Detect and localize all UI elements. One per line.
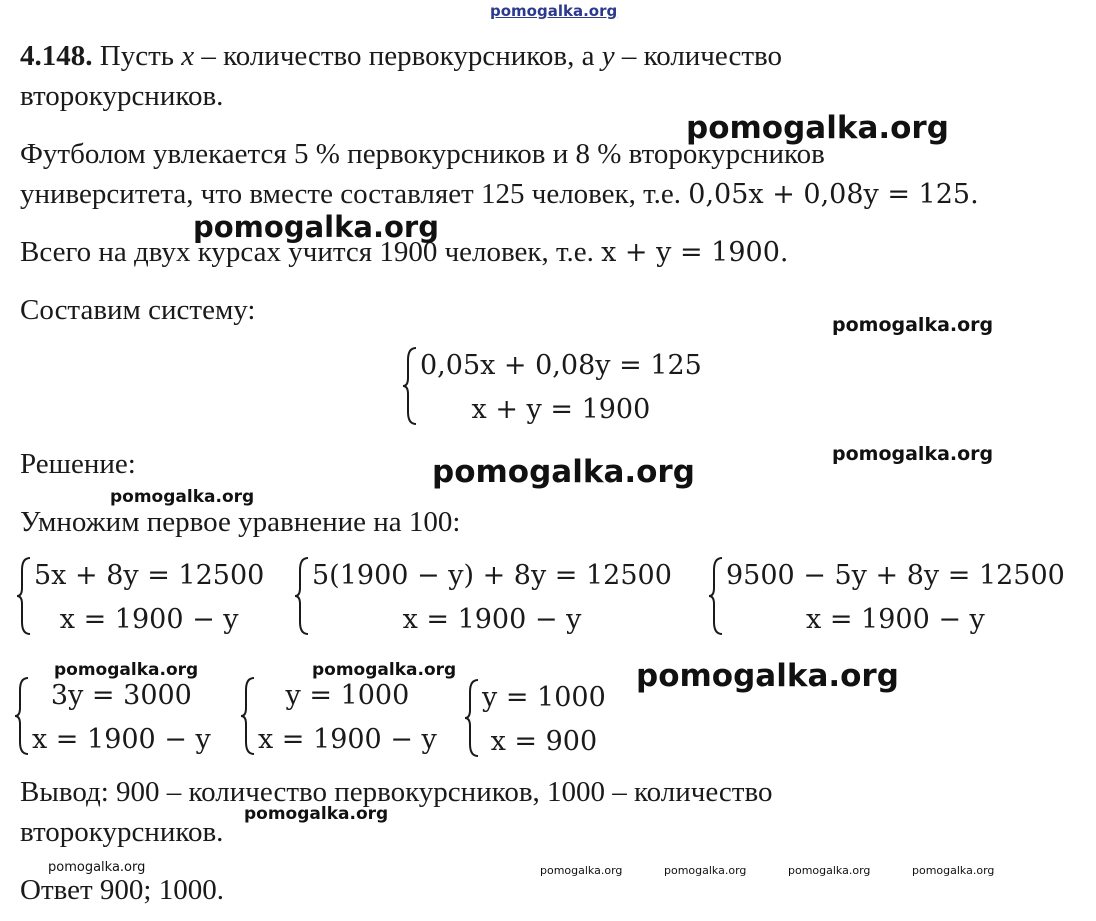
multiply-label: Умножим первое уравнение на 100: [20,506,461,538]
step5-eq1: y = 1000 [285,680,410,711]
step6-eq2: x = 900 [490,726,598,757]
step1-eq1: 5x + 8y = 12500 [34,560,265,591]
football-equation: 0,05x + 0,08y = 125. [688,179,979,210]
system-main [402,346,702,430]
watermark: pomogalka.org [788,864,871,877]
watermark: pomogalka.org [832,443,994,465]
football-line1: Футболом увлекается 5 % первокурсников и 8 % второкурсников [20,138,825,170]
watermark: pomogalka.org [686,110,949,146]
problem-number: 4.148. [20,40,93,72]
watermark: pomogalka.org [636,658,899,694]
brace-icon [294,556,310,636]
answer: Ответ 900; 1000. [20,874,224,906]
brace-icon [16,556,32,636]
step2-eq2: x = 1900 − y [402,604,582,635]
brace-icon [402,346,418,426]
brace-icon [464,678,480,758]
watermark: pomogalka.org [832,314,994,336]
step4-eq1: 3y = 3000 [50,680,192,711]
system-step-2 [294,556,672,640]
conclusion-line1: Вывод: 900 – количество первокурсников, 1000 – количество [20,776,773,808]
step6-eq1: y = 1000 [482,682,606,713]
solution-label: Решение: [20,448,136,480]
watermark: pomogalka.org [244,804,389,824]
intro-part-2: – количество первокурсников, а [201,40,595,72]
total-equation: x + y = 1900. [601,237,789,268]
intro-part-1: Пусть [99,40,174,72]
brace-icon [14,676,30,756]
football-line2 [20,176,979,213]
step4-eq2: x = 1900 − y [32,724,211,755]
watermark: pomogalka.org [193,210,439,244]
watermark: pomogalka.org [48,860,146,875]
brace-icon [240,676,256,756]
intro-part-3: – количество [621,40,783,72]
system-step-3 [708,556,1065,640]
var-x: x [181,40,195,72]
watermark: pomogalka.org [312,660,457,680]
step5-eq2: x = 1900 − y [258,724,437,755]
watermark: pomogalka.org [432,454,695,490]
compose-label: Составим систему: [20,294,256,326]
step3-eq2: x = 1900 − y [806,604,985,635]
system-step-4 [14,676,211,760]
conclusion-line2: второкурсников. [20,816,224,848]
step1-eq2: x = 1900 − y [59,604,239,635]
watermark: pomogalka.org [664,864,747,877]
total-text: Всего на двух курсах учится 1900 человек, т.е. [20,236,594,268]
problem-statement-line2: второкурсников. [20,80,224,112]
var-y: y [601,40,615,72]
watermark: pomogalka.org [540,864,623,877]
watermark-top[interactable]: pomogalka.org [490,2,618,20]
watermark: pomogalka.org [912,864,995,877]
system-step-5 [240,676,437,760]
system-main-eq1: 0,05x + 0,08y = 125 [420,350,702,381]
watermark: pomogalka.org [110,487,255,507]
system-step-1 [16,556,264,640]
system-step-6 [464,678,606,762]
step3-eq1: 9500 − 5y + 8y = 12500 [726,560,1065,591]
system-main-eq2: x + y = 1900 [471,394,651,425]
problem-statement [20,38,782,74]
football-text: университета, что вместе составляет 125 человек, т.е. [20,178,682,210]
step2-eq1: 5(1900 − y) + 8y = 12500 [312,560,672,591]
brace-icon [708,556,724,636]
watermark: pomogalka.org [54,660,199,680]
